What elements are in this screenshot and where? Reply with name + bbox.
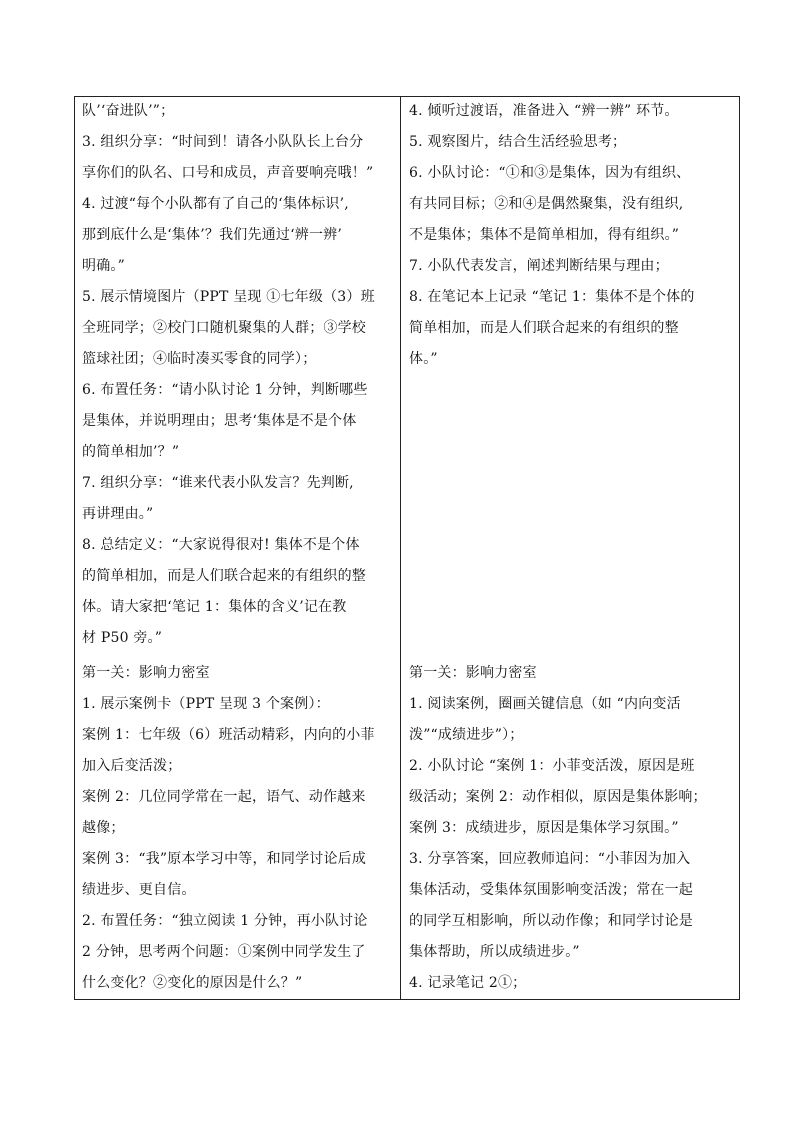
right-line: 泼”“成绩进步”）；	[409, 727, 524, 743]
left-line: 2 分钟，思考两个问题：①案例中同学发生了	[82, 944, 366, 960]
right-line: 集体帮助，所以成绩进步。”	[409, 944, 580, 960]
left-line: 再讲理由。”	[82, 506, 154, 522]
right-line: 集体活动，受集体氛围影响变活泼；常在一起	[409, 882, 693, 898]
left-line: 是集体，并说明理由；思考‘集体是不是个体	[82, 413, 357, 429]
left-line: 案例 1：七年级（6）班活动精彩，内向的小菲	[82, 727, 375, 743]
right-line: 体。”	[409, 351, 438, 367]
student-activity-column	[401, 97, 739, 999]
right-line: 1. 阅读案例，圈画关键信息（如 “内向变活	[409, 696, 681, 712]
left-line: 那到底什么是‘集体’？我们先通过‘辨一辨’	[82, 227, 342, 243]
left-line: 的简单相加’？”	[82, 444, 180, 460]
section-heading: 第一关：影响力密室	[82, 665, 210, 681]
left-line: 绩进步、更自信。	[82, 882, 196, 898]
left-line: 5. 展示情境图片（PPT 呈现 ①七年级（3）班	[82, 289, 375, 305]
right-line: 案例 3：成绩进步，原因是集体学习氛围。”	[409, 820, 679, 836]
left-line: 1. 展示案例卡（PPT 呈现 3 个案例）：	[82, 696, 330, 712]
section-heading: 第一关：影响力密室	[409, 665, 537, 681]
right-line: 3. 分享答案，回应教师追问：“小菲因为加入	[409, 851, 691, 867]
left-line: 什么变化？②变化的原因是什么？”	[82, 975, 303, 991]
left-line: 7. 组织分享：“谁来代表小队发言？先判断,	[82, 475, 354, 491]
right-line: 有共同目标；②和④是偶然聚集，没有组织,	[409, 196, 684, 212]
right-line: 不是集体；集体不是简单相加，得有组织。”	[409, 227, 680, 243]
right-line: 的同学互相影响，所以动作像；和同学讨论是	[409, 913, 693, 929]
teacher-activity-column	[75, 97, 401, 999]
right-line: 级活动；案例 2：动作相似，原因是集体影响；	[409, 789, 707, 805]
left-line: 享你们的队名、口号和成员，声音要响亮哦！”	[82, 165, 374, 181]
left-line: 案例 3：“我”原本学习中等，和同学讨论后成	[82, 851, 367, 867]
left-line: 材 P50 旁。”	[82, 630, 163, 646]
left-line: 案例 2：几位同学常在一起，语气、动作越来	[82, 789, 366, 805]
right-line: 8. 在笔记本上记录 “笔记 1：集体不是个体的	[409, 289, 695, 305]
right-line: 2. 小队讨论 “案例 1：小菲变活泼，原因是班	[409, 758, 695, 774]
right-line: 4. 记录笔记 2①；	[409, 975, 527, 991]
left-line: 6. 布置任务：“请小队讨论 1 分钟，判断哪些	[82, 382, 368, 398]
left-line: 全班同学；②校门口随机聚集的人群；③学校	[82, 320, 366, 336]
left-line: 队’‘奋进队’”；	[82, 103, 175, 119]
right-line: 5. 观察图片，结合生活经验思考；	[409, 134, 627, 150]
right-line: 7. 小队代表发言，阐述判断结果与理由；	[409, 258, 669, 274]
left-line: 的简单相加，而是人们联合起来的有组织的整	[82, 568, 366, 584]
left-line: 越像；	[82, 820, 125, 836]
left-line: 明确。”	[82, 258, 125, 274]
left-line: 4. 过渡“每个小队都有了自己的‘集体标识’,	[82, 196, 349, 212]
left-line: 体。请大家把‘笔记 1：集体的含义’记在教	[82, 599, 347, 615]
right-line: 4. 倾听过渡语，准备进入 “辨一辨” 环节。	[409, 103, 679, 119]
left-line: 8. 总结定义：“大家说得很对! 集体不是个体	[82, 537, 360, 553]
lesson-plan-table	[74, 96, 740, 1000]
left-line: 篮球社团；④临时凑买零食的同学）；	[82, 351, 317, 367]
right-line: 简单相加，而是人们联合起来的有组织的整	[409, 320, 679, 336]
right-line: 6. 小队讨论：“①和③是集体，因为有组织、	[409, 165, 691, 181]
left-line: 3. 组织分享：“时间到！请各小队队长上台分	[82, 134, 364, 150]
left-line: 加入后变活泼；	[82, 758, 182, 774]
left-line: 2. 布置任务：“独立阅读 1 分钟，再小队讨论	[82, 913, 368, 929]
